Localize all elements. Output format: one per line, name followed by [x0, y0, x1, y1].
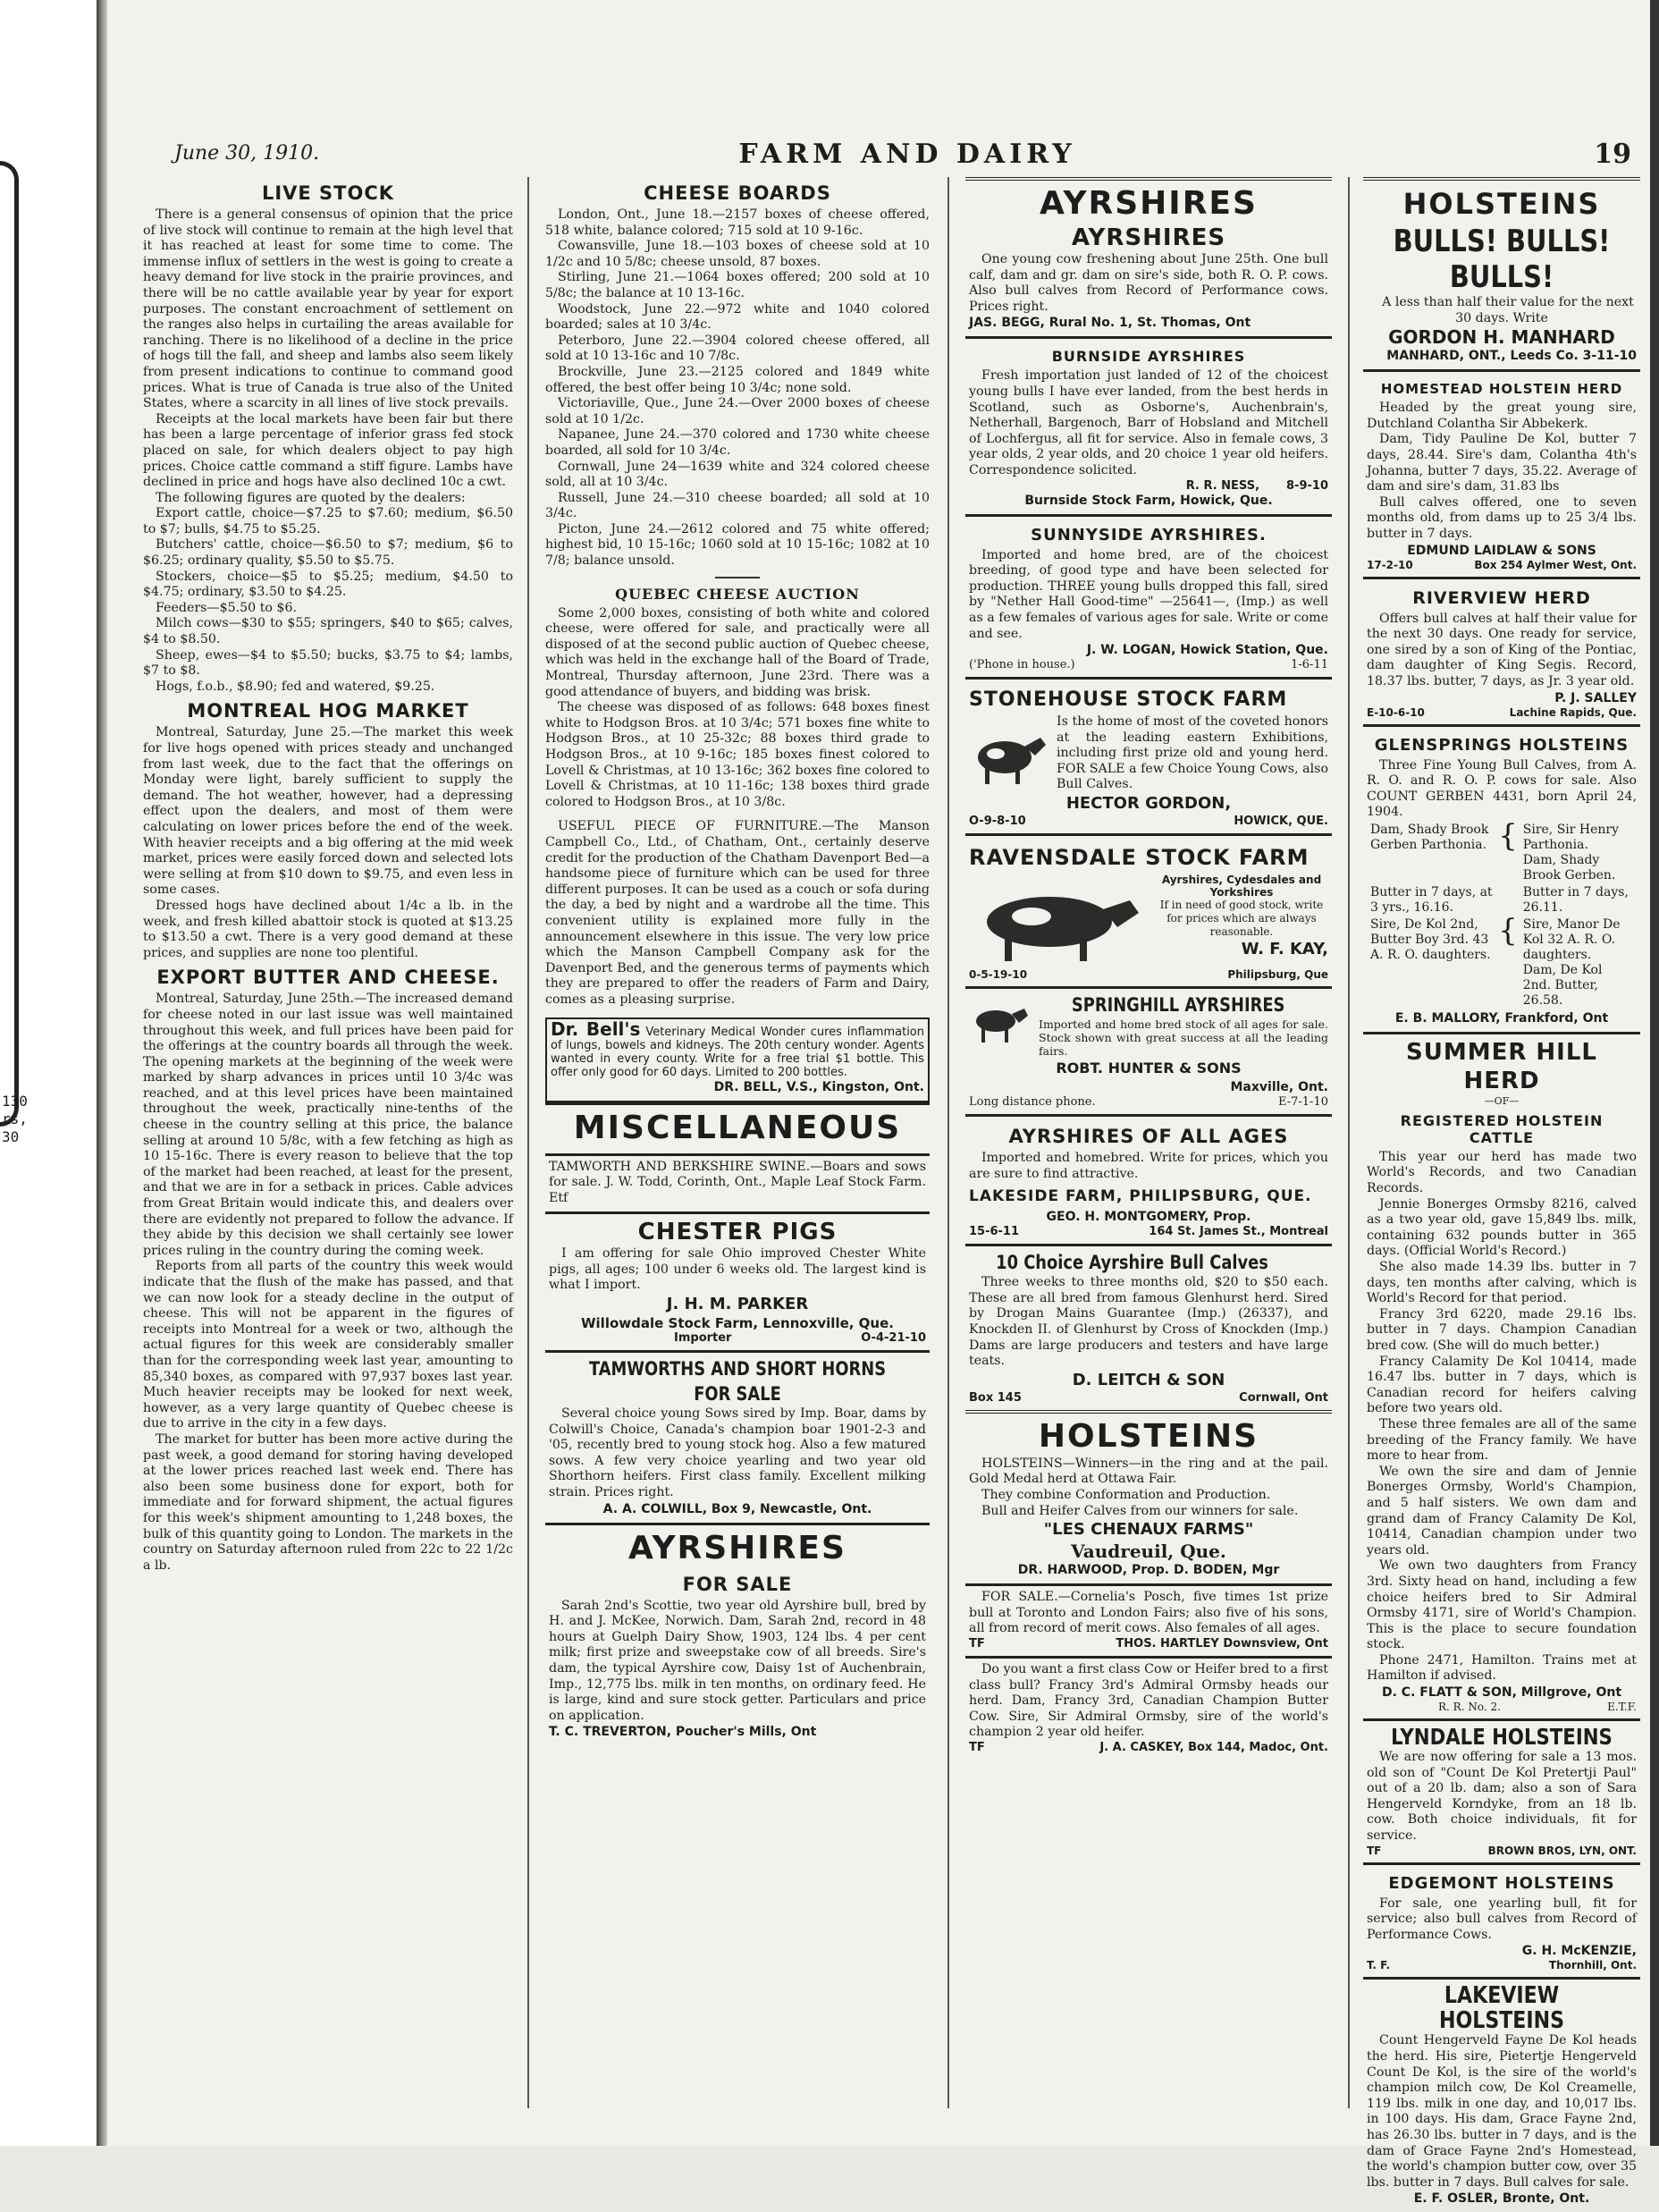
ad-code: O-4-21-10 [861, 1331, 926, 1346]
page-edge-shadow [1650, 0, 1659, 2146]
ad-title: LAKEVIEW HOLSTEINS [1438, 1982, 1565, 2035]
ad-text: We own two daughters from Francy 3rd. Sixty head on hand, including a few choice heifers bred to Sir Admiral Ormsby 4171, sire of World's Champion. This is the place to secure foundation stock. [1367, 1558, 1637, 1652]
ad-text: Phone 2471, Hamilton. Trains met at Hamilton if advised. [1367, 1652, 1637, 1684]
ad-text: Several choice young Sows sired by Imp. Boar, dams by Colwill's Choice, Canada's champion boar 1901-2-3 and '05, recently bred to young stock hog. Also a few matured sows. A few very choice yearling and two year old Shorthorn heifers. First class family. Excellent milking strain. Prices right. [549, 1406, 926, 1500]
ad-homestead [1363, 369, 1640, 576]
ad-text: Imported and homebred. Write for prices, which you are sure to find attractive. [969, 1151, 1328, 1181]
ad-title: AYRSHIRES OF ALL AGES [1008, 1126, 1289, 1148]
price-line: Hogs, f.o.b., $8.90; fed and watered, $9.25. [156, 679, 435, 694]
ad-code: E-7-1-10 [1278, 1095, 1328, 1110]
ad-text: Count Hengerveld Fayne De Kol heads the herd. His sire, Pietertje Hengerveld Count De Kol, is the sire of the world's champion milch cow, De Kol Creamelle, 119 lbs. milk in one day, and 10,017 lbs. in 100 days. His dam, Grace Fayne 2nd, has 26.30 lbs. butter in 7 days, and is the dam of Grace Fayne 2nd's Homestead, the world's champion butter cow, over 35 lbs. butter in 7 days. Bull calves for sale. [1367, 2033, 1637, 2190]
pedigree-table [1367, 817, 1637, 1010]
brace-icon: { [1498, 817, 1518, 854]
ad-subtitle: REGISTERED HOLSTEIN CATTLE [1400, 1111, 1604, 1146]
ad-text: Bull calves offered, one to seven months old, from dams up to 25 3/4 lbs. butter in 7 days. [1367, 494, 1637, 541]
ad-manhard [1363, 177, 1640, 369]
bull-illustration-icon [969, 877, 1148, 967]
ad-text: A less than half their value for the next 30 days. Write [1382, 295, 1634, 325]
ad-signature: THOS. HARTLEY Downsview, Ont [1116, 1636, 1328, 1651]
ad-farm: "LES CHENAUX FARMS" [1043, 1520, 1254, 1540]
ad-text: This year our herd has made two World's Records, and two Canadian Records. [1367, 1149, 1637, 1196]
ad-signature: DR. BELL, V.S., Kingston, Ont. [713, 1079, 924, 1094]
ad-title: AYRSHIRES [1071, 224, 1226, 251]
gutter-line: 130 [2, 1093, 28, 1110]
ad-place: Lachine Rapids, Que. [1509, 705, 1637, 719]
ad-miscellaneous-header [545, 1102, 930, 1153]
ad-stonehouse [965, 677, 1332, 833]
price-line: Sheep, ewes—$4 to $5.50; bucks, $3.75 to $4; lambs, $7 to $8. [143, 647, 513, 679]
article-paragraph: Montreal, Saturday, June 25.—The market this week for live hogs opened with prices steady and unchanged from last week, due to the fact that the offerings on Monday were light, barely sufficient to supply the demand. The hot weather, however, had a depressing effect upon the dealers, and most of them were calculating on lower prices before the end of the week. With heavier receipts and a big offering at the mid week market, prices were easily forced down and selected lots were selling at from $10 down to $9.75, and even less in some cases. [143, 725, 513, 898]
ad-name: J. H. M. PARKER [666, 1295, 809, 1314]
ad-chester-pigs [545, 1212, 930, 1350]
ad-sunnyside [965, 514, 1332, 678]
ad-code: E.T.F. [1607, 1701, 1637, 1714]
ad-address: 164 St. James St., Montreal [1149, 1225, 1328, 1239]
section-heading-hog-market: MONTREAL HOG MARKET [187, 700, 469, 722]
section-banner: AYRSHIRES [1040, 185, 1258, 222]
cheese-board-item: Woodstock, June 22.—972 white and 1040 colored boarded; sales at 10 3/4c. [545, 301, 930, 333]
ad-code: T. F. [1367, 1959, 1391, 1972]
ad-ayrshires-for-sale [545, 1523, 930, 1746]
price-line: Feeders—$5.50 to $6. [156, 600, 298, 615]
section-heading-cheese-auction: QUEBEC CHEESE AUCTION [615, 585, 860, 603]
ad-phone: Long distance phone. [969, 1095, 1096, 1110]
ad-name: G. H. McKENZIE, [1521, 1944, 1637, 1959]
page-number: 19 [1594, 139, 1631, 170]
ad-text: TAMWORTH AND BERKSHIRE SWINE.—Boars and sows for sale. J. W. Todd, Corinth, Ont., Maple Leaf Stock Farm. Etf [549, 1159, 926, 1205]
ad-title: HOMESTEAD HOLSTEIN HERD [1380, 381, 1623, 398]
masthead-title: FARM AND DAIRY [738, 139, 1076, 170]
ad-code: TF [969, 1636, 985, 1651]
classified-section-title: MISCELLANEOUS [573, 1109, 902, 1146]
ad-rr: R. R. No. 2. [1438, 1701, 1501, 1714]
cheese-board-item: Cornwall, June 24—1639 white and 324 colored cheese sold, all at 10 3/4c. [545, 459, 930, 490]
ad-title: LYNDALE HOLSTEINS [1391, 1724, 1613, 1751]
ad-text: Is the home of most of the coveted honors at the leading eastern Exhibitions, including first prize old and young herd. FOR SALE a few Choice Young Cows, also Bull Calves. [1057, 714, 1328, 792]
article-paragraph: The cheese was disposed of as follows: 648 boxes finest white to Hodgson Bros. at 10 3/4c; 571 boxes fine white to Hodgson Bros., at 10 25-32c; 88 boxes third grade to Hodgson Bros., at 10 9-16c; 185 boxes finest colored to Lovell & Christmas, at 10 13-16c; 362 boxes fine colored to Lovell & Christmas, at 10 11-16c; 138 boxes third grade colored to Hodgson Bros., at 10 3/8c. [545, 700, 930, 809]
issue-date: June 30, 1910. [174, 142, 320, 165]
ad-name: HECTOR GORDON, [1065, 794, 1232, 814]
ad-dr-bell [545, 1017, 930, 1102]
ad-glensprings [1363, 724, 1640, 1032]
ad-signature: D. C. FLATT & SON, Millgrove, Ont [1381, 1685, 1622, 1701]
ad-place: Vaudreuil, Que. [1071, 1541, 1226, 1563]
ad-text: Jennie Bonerges Ormsby 8216, calved as a two year old, gave 15,849 lbs. milk, containing 632 pounds butter in 365 days. (Official World's Record.) [1367, 1196, 1637, 1259]
ad-burnside [965, 336, 1332, 513]
ad-ayrshires-all-ages [965, 1114, 1332, 1244]
ad-text: I am offering for sale Ohio improved Chester White pigs, all ages; 100 under 6 weeks old. The largest kind is what I import. [549, 1246, 926, 1293]
gutter-line: 30 [2, 1128, 20, 1145]
ad-name: GORDON H. MANHARD [1388, 326, 1615, 349]
ad-title: BULLS! BULLS! BULLS! [1393, 224, 1611, 295]
ad-caskey [965, 1656, 1332, 1760]
ad-place: MANHARD, ONT., Leeds Co. 3-11-10 [1386, 349, 1637, 364]
ad-title: RIVERVIEW HERD [1412, 587, 1591, 608]
ad-breeds: Ayrshires, Cydesdales and Yorkshires [1161, 874, 1322, 899]
article-paragraph: There is a general consensus of opinion that the price of live stock will continue to remain at the high level that it has reached at least for some time to come. The immense influx of settlers in the west is going to create a heavy demand for live stock in the prairie provinces, and there will be no cattle available year by year for export purposes. The constant encroachment of settlement on the ranges also helps in curtailing the areas available for ranching. There is no likelihood of a decline in the price of hogs till the fall, and sheep and lambs also seem likely from present indications to continue to command good prices. What is true of Canada is true also of the United States, where a scarcity in all lines of live stock prevails. [143, 207, 513, 411]
section-banner: HOLSTEINS [1038, 1417, 1259, 1455]
ad-summer-hill [1363, 1032, 1640, 1718]
ad-place: Cornwall, Ont [1239, 1390, 1328, 1405]
ad-ayrshires-begg [965, 177, 1332, 336]
ad-text: HOLSTEINS—Winners—in the ring and at the pail. Gold Medal herd at Ottawa Fair. [969, 1456, 1328, 1487]
column-market-reports [143, 177, 513, 2108]
section-heading-live-stock: LIVE STOCK [261, 182, 395, 204]
ad-code: TF [969, 1740, 985, 1754]
ad-place: HOWICK, QUE. [1234, 815, 1328, 829]
ad-name: D. LEITCH & SON [1072, 1370, 1225, 1389]
price-line: Milch cows—$30 to $55; springers, $40 to $65; calves, $4 to $8.50. [143, 616, 513, 647]
ad-title: RAVENSDALE STOCK FARM [969, 845, 1310, 871]
ad-signature: JAS. BEGG, Rural No. 1, St. Thomas, Ont [969, 316, 1251, 331]
ad-title: BURNSIDE AYRSHIRES [1051, 348, 1246, 366]
column-rule [947, 177, 949, 2108]
cheese-board-item: Brockville, June 23.—2125 colored and 1849 white offered, the best offer being 10 3/4c; none sold. [545, 364, 930, 395]
ad-code: 15-6-11 [969, 1225, 1020, 1239]
ad-ravensdale [965, 833, 1332, 986]
ad-lakeview [1363, 1977, 1640, 2212]
ad-signature: E. F. OSLER, Bronte, Ont. [1413, 2191, 1590, 2207]
pedigree-cell: Sire, Manor De Kol 32 A. R. O. daughters. Dam, De Kol 2nd. Butter, 26.58. [1522, 916, 1621, 1008]
ad-riverview [1363, 577, 1640, 724]
ad-text: Dam, Tidy Pauline De Kol, butter 7 days, 28.44. Sire's dam, Colantha 4th's Johanna, butter 7 days, 35.22. Average of dam and sire's dam, 31.83 lbs [1367, 432, 1637, 494]
price-line: Butchers' cattle, choice—$6.50 to $7; medium, $6 to $6.25; ordinary quality, $5.50 to $5.75. [143, 537, 513, 569]
price-line: Export cattle, choice—$7.25 to $7.60; medium, $6.50 to $7; bulls, $4.75 to $5.25. [143, 506, 513, 536]
ad-text: One young cow freshening about June 25th. One bull calf, dam and gr. dam on sire's side, both R. O. P. cows. Also bull calves from Record of Performance cows. Prices right. [969, 252, 1328, 314]
ad-les-chenaux [965, 1410, 1332, 1583]
gutter-text-fragment [2, 1093, 28, 1146]
ad-text: Three Fine Young Bull Calves, from A. R. O. and R. O. P. cows for sale. Also COUNT GERBEN 4431, born April 24, 1904. [1367, 757, 1637, 820]
ad-box: Box 145 [969, 1390, 1022, 1405]
ad-text: Three weeks to three months old, $20 to $50 each. These are all bred from famous Glenhurst herd. Sired by Drogan Mains Guarantee (Imp.) (26337), and Knockden II. of Glenhurst by Cross of Knockden (Imp.) Dams are large producers and testers and have large teats. [969, 1275, 1328, 1369]
ad-text: Bull and Heifer Calves from our winners for sale. [981, 1503, 1299, 1518]
ad-text: Offers bull calves at half their value for the next 30 days. One ready for service, one sired by a son of King of the Pontiac, dam daughter of King Segis. Record, 18.37 lbs. butter, 7 days, as Jr. 3 year old. [1367, 611, 1637, 688]
ad-code: TF [1367, 1844, 1382, 1857]
left-page-gutter [0, 0, 97, 2146]
ad-text: Veterinary Medical Wonder cures inflammation of lungs, bowels and kidneys. The 20th century wonder. Agents wanted in every county. Write for a free trial $1 bottle. This offer only good for 60 days. Limited to 200 bottles. [551, 1025, 924, 1079]
ad-place: Philipsburg, Que [1227, 968, 1328, 982]
ad-importer: Importer [674, 1331, 732, 1346]
page-fold-shadow [97, 0, 107, 2146]
ad-farm: Burnside Stock Farm, Howick, Que. [1024, 493, 1273, 508]
ad-text: These three females are all of the same breeding of the Francy family. We have more to hear from. [1367, 1416, 1637, 1464]
cow-illustration-icon [969, 718, 1049, 789]
ad-name: ROBT. HUNTER & SONS [1056, 1060, 1242, 1077]
article-paragraph: The market for butter has been more active during the past week, a good demand for storing having developed at the lower prices reached last week end. There has also been some business done for export, both for immediate and for forward shipment, the actual figures for this week's shipment amounting to 1,248 boxes, the bulk of this quantity going to London. The markets in the country on Saturday afternoon ruled from 22c to 22 1/2c a lb. [143, 1431, 513, 1573]
column-ayrshire-ads [965, 177, 1332, 2108]
pedigree-cell: Sire, De Kol 2nd, Butter Boy 3rd. 43 A. R. O. daughters. [1370, 916, 1491, 962]
ad-text: Headed by the great young sire, Dutchland Colantha Sir Abbekerk. [1367, 401, 1637, 431]
cheese-board-item: Victoriaville, Que., June 24.—Over 2000 boxes of cheese sold at 10 1/2c. [545, 396, 930, 426]
cheese-board-item: London, Ont., June 18.—2157 boxes of cheese offered, 518 white, balance colored; 715 sold at 10 9-16c. [545, 207, 930, 238]
ad-springhill [965, 986, 1332, 1114]
ad-signature: EDMUND LAIDLAW & SONS [1407, 543, 1596, 558]
pedigree-cell: Sire, Sir Henry Parthonia. Dam, Shady Brook Gerben. [1522, 822, 1620, 882]
ad-signature: J. A. CASKEY, Box 144, Madoc, Ont. [1099, 1740, 1328, 1754]
ad-code: E-10-6-10 [1367, 705, 1425, 719]
ad-farm: LAKESIDE FARM, PHILIPSBURG, QUE. [969, 1187, 1312, 1206]
ad-text: We own the sire and dam of Jennie Bonerges Ormsby, World's Champion, and 5 half sisters. We own dam and grand dam of Francy Calamity De Kol, 10414, Canadian champion under two years old. [1367, 1464, 1637, 1558]
cheese-board-item: Stirling, June 21.—1064 boxes offered; 200 sold at 10 5/8c; the balance at 10 13-16c. [545, 270, 930, 300]
ad-signature: J. W. LOGAN, Howick Station, Que. [1086, 643, 1328, 658]
article-paragraph: Dressed hogs have declined about 1/4c a lb. in the week, and fresh killed abattoir stock is quoted at $13.25 to $13.50 a cwt. There is a very good demand at these prices, and supplies are none too plentiful. [143, 898, 513, 960]
article-paragraph: Some 2,000 boxes, consisting of both white and colored cheese, were offered for sale, and practically were all disposed of at the second public auction of Quebec cheese, which was held in the exchange hall of the Board of Trade, Montreal, Thursday afternoon, June 23rd. There was a good attendance of buyers, and bidding was brisk. [545, 605, 930, 699]
cheese-board-item: Russell, June 24.—310 cheese boarded; all sold at 10 3/4c. [545, 490, 930, 521]
ad-name: W. F. KAY, [1241, 940, 1328, 959]
ad-text: If in need of good stock, write for prices which are always reasonable. [1159, 899, 1324, 939]
pedigree-cell: Dam, Shady Brook Gerben Parthonia. [1370, 822, 1489, 852]
ad-text: FOR SALE.—Cornelia's Posch, five times 1st prize bull at Toronto and London Fairs; also five of his sons, all from record of merit cows. Also females of all ages. [969, 1590, 1328, 1636]
ad-code: 17-2-10 [1367, 558, 1413, 571]
ad-signature: A. A. COLWILL, Box 9, Newcastle, Ont. [602, 1501, 872, 1516]
ad-of: —OF— [1484, 1094, 1520, 1107]
ad-text: Imported and home bred, are of the choicest breeding, of good type and have been selected for production. THREE young bulls dropped this fall, sired by "Nether Hall Good-time" —25641—, (Imp.) as well as a few females of various ages for sale. Write or come and see. [969, 547, 1328, 641]
ad-title: Dr. Bell's [551, 1017, 641, 1040]
ad-code: O-9-8-10 [969, 815, 1026, 829]
ad-title: AYRSHIRES [628, 1529, 846, 1566]
ad-tamworth-berkshire [545, 1153, 930, 1212]
ad-title: TAMWORTHS AND SHORT HORNS FOR SALE [588, 1358, 887, 1406]
section-banner: HOLSTEINS [1402, 187, 1601, 221]
ad-edgemont [1363, 1862, 1640, 1978]
article-paragraph: Receipts at the local markets have been fair but there has been a large percentage of inferior grass fed stock placed on sale, for which dealers object to pay high prices. Choice cattle command a stiff figure. Lambs have declined in price and hogs have also declined 10c a cwt. [143, 411, 513, 490]
furniture-notice: USEFUL PIECE OF FURNITURE.—The Manson Campbell Co., Ltd., of Chatham, Ont., certainly deserve credit for the production of the Chatham Davenport Bed—a handsome piece of furniture which can be used for three different purposes. It can be used as a couch or sofa during the day, a bed by night and a wardrobe all the time. This convenient utility is explained more fully in the announcement elsewhere in this issue. The very low price which the Manson Campbell Company ask for the Davenport Bed, and the generous terms of payments which they are prepared to offer the readers of Farm and Dairy, comes as a pleasing surprise. [545, 819, 930, 1007]
ad-code: 0-5-19-10 [969, 968, 1028, 982]
ad-code: 1-6-11 [1291, 658, 1328, 672]
ad-text: Francy 3rd 6220, made 29.16 lbs. butter in 7 days. Champion Canadian bred cow. (She will do much better.) [1367, 1306, 1637, 1353]
cheese-board-item: Peterboro, June 22.—3904 colored cheese offered, all sold at 10 13-16c and 10 7/8c. [545, 333, 930, 364]
ad-title: SUNNYSIDE AYRSHIRES. [1031, 525, 1267, 545]
pedigree-cell: Butter in 7 days, at 3 yrs., 16.16. [1370, 884, 1493, 915]
ad-leitch-bull-calves [965, 1244, 1332, 1410]
ad-text: We are now offering for sale a 13 mos. old son of "Count De Kol Pretertji Paul" out of a 20 lb. dam; also a son of Sara Hengerveld Korndyke, from an 18 lb. cow. Both choice individuals, fit for service. [1367, 1750, 1637, 1844]
article-paragraph: Montreal, Saturday, June 25th.—The increased demand for cheese noted in our last issue was well maintained throughout this week, and full prices have been paid for the offerings at the country boards all through the week. The opening markets at the beginning of the week were marked by sharp advances in prices until 10 3/4c was reached, and at this level prices have been maintained throughout the week, practically nine-tenths of the cheese in the country selling at this price, the balance selling at around 10 5/8c, with a few fetching as high as 10 15-16c. There is every reason to believe that the top of the market had been reached, at least for the present, and that we are in for a setback in prices. Cable advices from Great Britain would indicate this, and dealers over there are evidently not prepared to follow the advance. If they abide by this decision we shall certainly see lower prices ruling in the country during the coming week. [143, 992, 513, 1258]
section-heading-butter-cheese: EXPORT BUTTER AND CHEESE. [156, 967, 500, 989]
pedigree-cell: Butter in 7 days, 26.11. [1522, 884, 1629, 915]
ad-title: SUMMER HILL HERD [1406, 1038, 1597, 1094]
page-header [174, 139, 1640, 174]
ad-text: Fresh importation just landed of 12 of the choicest young bulls I have ever landed, from the best herds in Scotland, such as Osborne's, Auchenbrain's, Netherhall, Bargenoch, Barr of Hobsland and Mitchell of Lochfergus, all fit for service. Also in female cows, 3 year olds, 2 year olds, and 20 choice 1 year old heifers. Correspondence solicited. [969, 368, 1328, 477]
ad-address: Box 254 Aylmer West, Ont. [1474, 558, 1637, 571]
ad-phone: ('Phone in house.) [969, 658, 1075, 672]
ad-title: STONEHOUSE STOCK FARM [969, 688, 1288, 712]
ad-name: P. J. SALLEY [1554, 690, 1637, 705]
ad-lyndale [1363, 1718, 1640, 1862]
ad-signature: E. B. MALLORY, Frankford, Ont [1394, 1010, 1609, 1026]
ad-text: Do you want a first class Cow or Heifer bred to a first class bull? Francy 3rd's Admiral Ormsby heads our herd. Dam, Francy 3rd, Canadian Champion Butter Cow. Sire, Sir Admiral Ormsby, sire of the world's champion 2 year old heifer. [969, 1661, 1328, 1740]
ad-text: For sale, one yearling bull, fit for service; also bull calves from Record of Performance Cows. [1367, 1895, 1637, 1942]
ad-title: SPRINGHILL AYRSHIRES [1071, 994, 1285, 1017]
column-rule [527, 177, 529, 2108]
cheese-board-item: Picton, June 24.—2612 colored and 75 white offered; highest bid, 10 15-16c; 1060 sold at 10 15-16c; 1082 at 10 7/8; balance unsold. [545, 521, 930, 569]
ad-farm: Willowdale Stock Farm, Lennoxville, Que. [580, 1315, 894, 1332]
ad-code: 8-9-10 [1286, 478, 1328, 493]
ad-hartley [965, 1583, 1332, 1656]
section-heading-cheese-boards: CHEESE BOARDS [644, 182, 831, 204]
ad-text: Francy Calamity De Kol 10414, made 16.47 lbs. butter in 7 days, which is Canadian record for heifers calving before two years old. [1367, 1354, 1637, 1416]
cheese-board-item: Cowansville, June 18.—103 boxes of cheese sold at 10 1/2c and 10 5/8c; cheese unsold, 87 boxes. [545, 239, 930, 269]
ad-staff: DR. HARWOOD, Prop. D. BODEN, Mgr [1017, 1563, 1280, 1578]
ad-text: They combine Conformation and Production. [981, 1488, 1271, 1502]
ad-title: 10 Choice Ayrshire Bull Calves [996, 1252, 1268, 1274]
ad-title: EDGEMONT HOLSTEINS [1388, 1873, 1615, 1893]
brace-icon: { [1498, 912, 1518, 949]
ad-subtitle: FOR SALE [682, 1573, 793, 1595]
ad-signature: T. C. TREVERTON, Poucher's Mills, Ont [549, 1725, 817, 1740]
cheese-board-item: Napanee, June 24.—370 colored and 1730 white cheese boarded, all sold for 10 3/4c. [545, 427, 930, 458]
ad-name: R. R. NESS, [1185, 478, 1260, 493]
ad-title: GLENSPRINGS HOLSTEINS [1374, 735, 1630, 755]
column-cheese-and-misc [545, 177, 930, 2117]
price-line: Stockers, choice—$5 to $5.25; medium, $4.50 to $4.75; ordinary, $3.50 to $4.25. [143, 569, 513, 600]
gutter-border-ornament [0, 161, 19, 1127]
ad-signature: BROWN BROS, LYN, ONT. [1487, 1844, 1637, 1857]
ad-text: Sarah 2nd's Scottie, two year old Ayrshire bull, bred by H. and J. McKee, Norwich. Dam, Sarah 2nd, record in 48 hours at Guelph Dairy Show, 1903, 124 lbs. 4 per cent milk; first prize and sweepstake cow of all breeds. Sire's dam, the typical Ayrshire cow, Daisy 1st of Auchenbrain, Imp., 12,775 lbs. milk in ten months, on ordinary feed. He is large, kind and sure stock getter. Particulars and price on application. [549, 1598, 926, 1723]
ad-place: Thornhill, Ont. [1548, 1959, 1637, 1972]
column-rule [1348, 177, 1350, 2108]
column-holstein-ads [1363, 177, 1640, 2207]
article-paragraph: Reports from all parts of the country this week would indicate that the flush of the make has passed, and that we can now look for a steady decline in the output of cheese. This will not be apparent in the figures of receipts into Montreal for a week or two, although the actual figures for this week are considerably smaller than for the corresponding week last year, amounting to 85,340 boxes, as compared with 97,937 boxes last year. Much heavier receipts may be looked for next week, however, as a very large quantity of Quebec cheese is due to arrive in the city in a few days. [143, 1259, 513, 1431]
newspaper-page [107, 0, 1650, 2207]
ad-title: CHESTER PIGS [637, 1219, 838, 1246]
ad-proprietor: GEO. H. MONTGOMERY, Prop. [1046, 1210, 1251, 1225]
ad-place: Maxville, Ont. [1230, 1080, 1328, 1095]
ad-text: Imported and home bred stock of all ages for sale. Stock shown with great success at all the leading fairs. [1039, 1017, 1328, 1059]
ad-tamworths-shorthorns [545, 1350, 930, 1523]
article-paragraph: The following figures are quoted by the dealers: [156, 490, 466, 505]
gutter-line: rs, [2, 1110, 28, 1127]
ad-text: She also made 14.39 lbs. butter in 7 days, ten months after calving, which is World's Record for that period. [1367, 1260, 1637, 1306]
section-divider [715, 577, 760, 578]
